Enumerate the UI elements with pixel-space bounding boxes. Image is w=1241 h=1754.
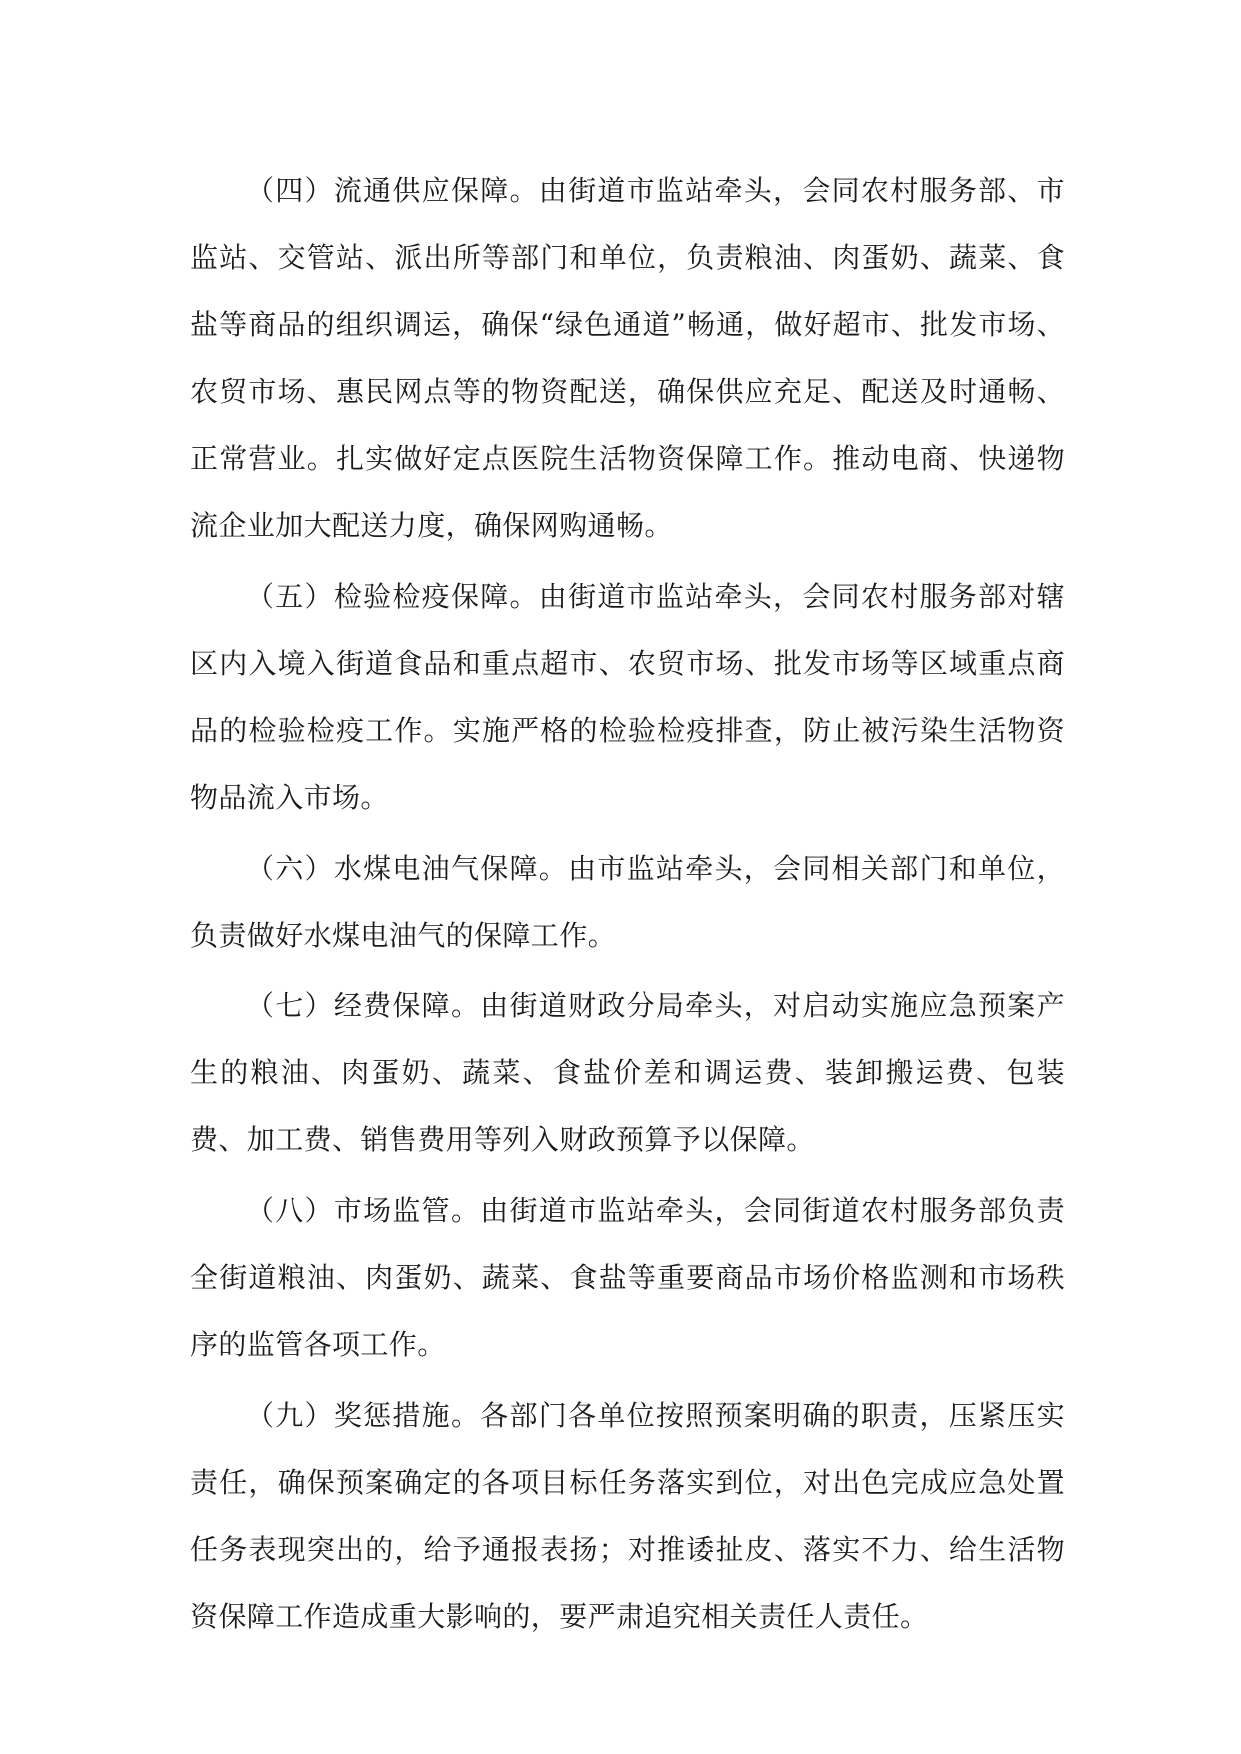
paragraph-funding: （七）经费保障。由街道财政分局牵头，对启动实施应急预案产生的粮油、肉蛋奶、蔬菜、食盐价差和调运费、装卸搬运费、包装费、加工费、销售费用等列入财政预算予以保障。 [190, 989, 1065, 1157]
paragraph-market-supervision: （八）市场监管。由街道市监站牵头，会同街道农村服务部负责全街道粮油、肉蛋奶、蔬菜、食盐等重要商品市场价格监测和市场秩序的监管各项工作。 [190, 1194, 1065, 1362]
paragraph-circulation-supply: （四）流通供应保障。由街道市监站牵头，会同农村服务部、市监站、交管站、派出所等部门和单位，负责粮油、肉蛋奶、蔬菜、食盐等商品的组织调运，确保“绿色通道”畅通，做好超市、批发市场、农贸市场、惠民网点等的物资配送，确保供应充足、配送及时通畅、正常营业。扎实做好定点医院生活物资保障工作。推动电商、快递物流企业加大配送力度，确保网购通畅。 [190, 174, 1065, 542]
document-body [190, 157, 1065, 1654]
paragraph-rewards-penalties: （九）奖惩措施。各部门各单位按照预案明确的职责，压紧压实责任，确保预案确定的各项目标任务落实到位，对出色完成应急处置任务表现突出的，给予通报表扬；对推诿扯皮、落实不力、给生活物资保障工作造成重大影响的，要严肃追究相关责任人责任。 [190, 1398, 1065, 1633]
paragraph-inspection-quarantine: （五）检验检疫保障。由街道市监站牵头，会同农村服务部对辖区内入境入街道食品和重点超市、农贸市场、批发市场等区域重点商品的检验检疫工作。实施严格的检验检疫排查，防止被污染生活物资物品流入市场。 [190, 579, 1065, 814]
paragraph-utilities-supply: （六）水煤电油气保障。由市监站牵头，会同相关部门和单位，负责做好水煤电油气的保障工作。 [190, 851, 1065, 952]
